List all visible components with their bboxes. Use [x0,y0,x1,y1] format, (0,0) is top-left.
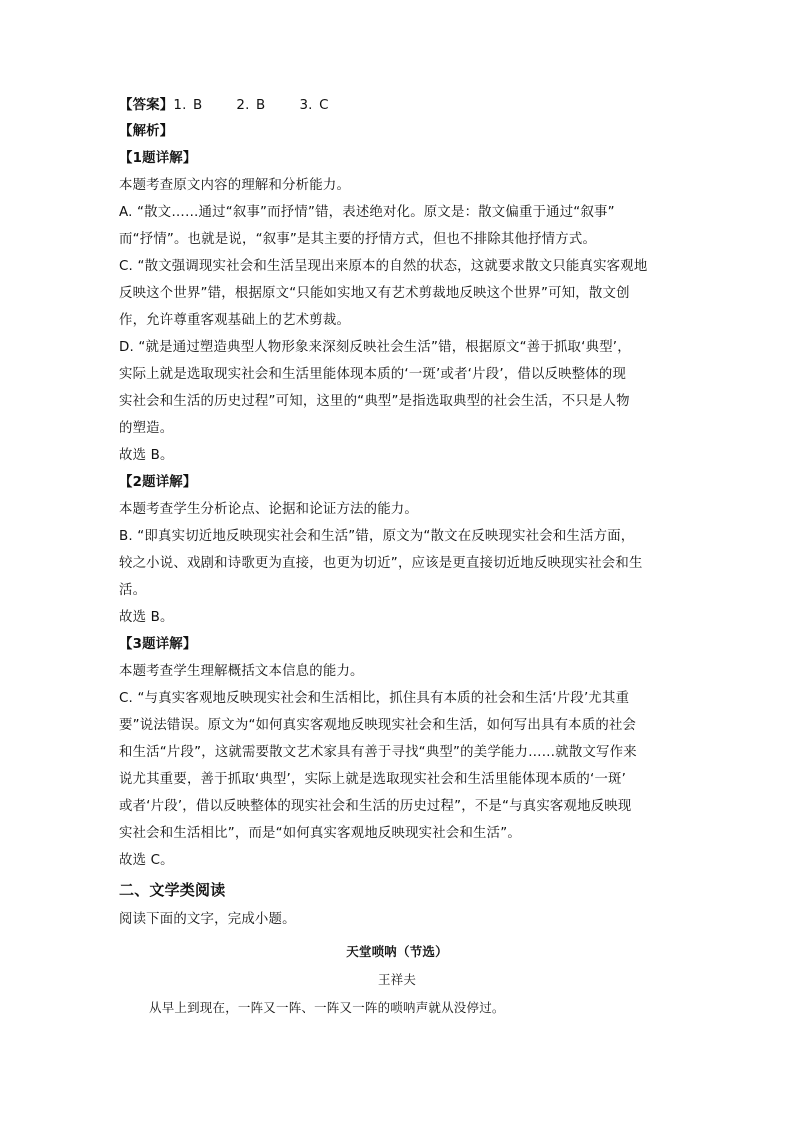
q2-title: 【2题详解】 [119,475,197,490]
q1-line: 实际上就是选取现实社会和生活里能体现本质的‘一斑’或者‘片段’，借以反映整体的现 [119,367,627,382]
passage-title: 天堂唢呐（节选） [346,944,448,959]
q1-line: A. “散文……通过“叙事”而抒情”错，表述绝对化。原文是：散文偏重于通过“叙事” [119,205,615,220]
q3-line: 或者‘片段’，借以反映整体的现实社会和生活的历史过程”，不是“与真实客观地反映现 [119,799,632,814]
q1-line: D. “就是通过塑造典型人物形象来深刻反映社会生活”错，根据原文“善于抓取‘典型’， [119,340,631,355]
q1-line: C. “散文强调现实社会和生活呈现出来原本的自然的状态，这就要求散文只能真实客观地 [119,259,648,274]
q3-line: C. “与真实客观地反映现实社会和生活相比，抓住具有本质的社会和生活‘片段’尤其重 [119,691,630,706]
q1-line: 反映这个世界”错，根据原文“只能如实地又有艺术剪裁地反映这个世界”可知，散文创 [119,286,630,301]
q1-line: 而“抒情”。也就是说，“叙事”是其主要的抒情方式，但也不排除其他抒情方式。 [119,232,597,247]
answer-2: 2. B [236,98,266,113]
q3-title: 【3题详解】 [119,637,197,652]
q3-line: 本题考查学生理解概括文本信息的能力。 [119,664,364,679]
section-heading: 二、文学类阅读 [119,881,226,899]
q2-line: 本题考查学生分析论点、论据和论证方法的能力。 [119,502,418,517]
q1-line: 作，允许尊重客观基础上的艺术剪裁。 [119,313,351,328]
q1-line: 实社会和生活的历史过程”可知，这里的“典型”是指选取典型的社会生活，不只是人物 [119,394,630,409]
q1-line: 本题考查原文内容的理解和分析能力。 [119,178,351,193]
q1-conclusion: 故选 B。 [119,448,174,463]
q3-line: 实社会和生活相比”，而是“如何真实客观地反映现实社会和生活”。 [119,826,521,841]
q2-line: 活。 [119,583,147,598]
q3-conclusion: 故选 C。 [119,853,174,868]
answers-label: 【答案】 [119,98,174,113]
section-instruction: 阅读下面的文字，完成小题。 [119,912,296,927]
q1-title: 【1题详解】 [119,151,197,166]
q3-line: 说尤其重要，善于抓取‘典型’，实际上就是选取现实社会和生活里能体现本质的‘一斑’ [119,772,627,787]
passage-author: 王祥夫 [377,972,417,987]
analysis-label: 【解析】 [119,124,174,139]
q2-line: 较之小说、戏剧和诗歌更为直接，也更为切近”，应该是更直接切近地反映现实社会和生 [119,556,643,571]
q1-line: 的塑造。 [119,421,174,436]
passage-first-line: 从早上到现在，一阵又一阵、一阵又一阵的唢呐声就从没停过。 [149,1000,505,1015]
q2-conclusion: 故选 B。 [119,610,174,625]
answer-1: 1. B [173,98,203,113]
answer-3: 3. C [299,98,329,113]
q2-line: B. “即真实切近地反映现实社会和生活”错，原文为“散文在反映现实社会和生活方面， [119,529,635,544]
q3-line: 和生活“片段”，这就需要散文艺术家具有善于寻找“典型”的美学能力……就散文写作来 [119,745,637,760]
q3-line: 要”说法错误。原文为“如何真实客观地反映现实社会和生活，如何写出具有本质的社会 [119,718,637,733]
answers-line [119,96,329,116]
